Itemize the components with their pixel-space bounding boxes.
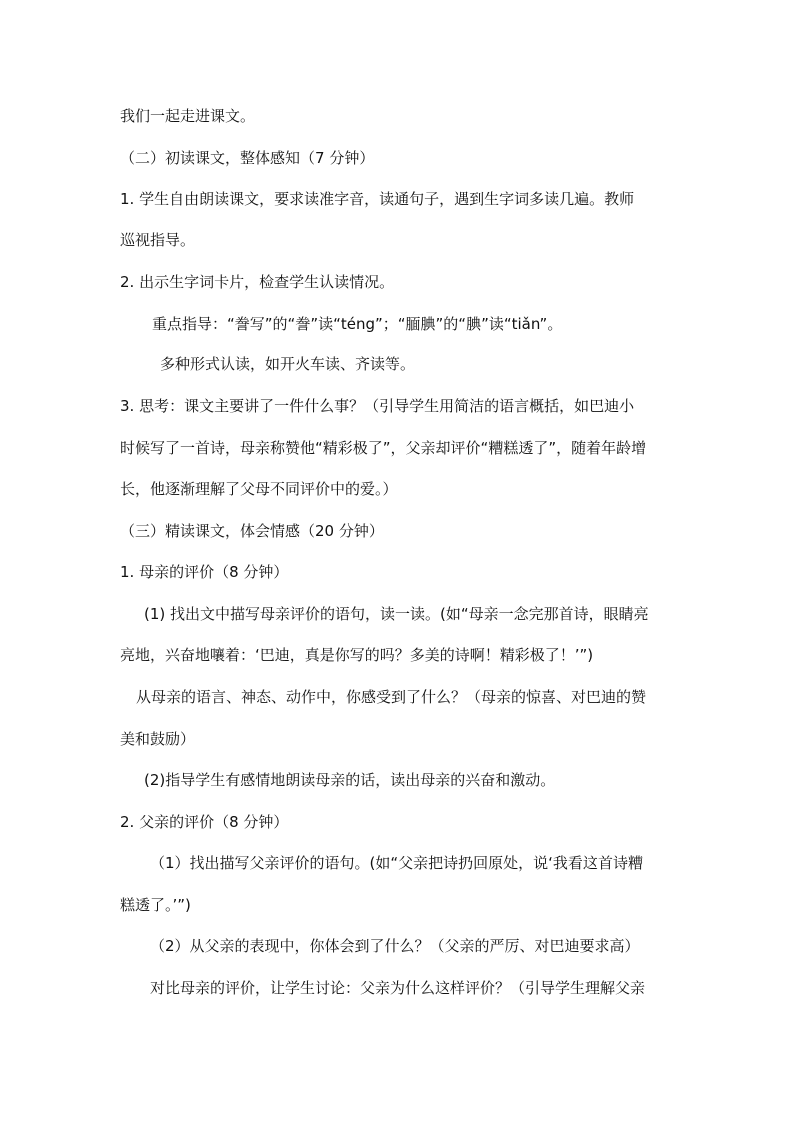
text-line-7: 多种形式认读，如开火车读、齐读等。: [160, 355, 416, 373]
text-line-22: 对比母亲的评价，让学生讨论：父亲为什么这样评价？（引导学生理解父亲: [150, 979, 646, 997]
text-line-1: 我们一起走进课文。: [120, 107, 256, 125]
subheading-father: 2. 父亲的评价（8 分钟）: [120, 813, 289, 831]
text-line-17: (2)指导学生有感情地朗读母亲的话，读出母亲的兴奋和激动。: [144, 771, 556, 789]
text-line-13: (1) 找出文中描写母亲评价的语句，读一读。(如“母亲一念完那首诗，眼睛亮: [144, 605, 649, 623]
text-line-20: 糕透了。’”): [120, 896, 191, 914]
text-line-15: 从母亲的语言、神态、动作中，你感受到了什么？（母亲的惊喜、对巴迪的赞: [136, 688, 647, 706]
text-line-10: 长，他逐渐理解了父母不同评价中的爱。）: [120, 480, 398, 498]
text-line-21: （2）从父亲的表现中，你体会到了什么？（父亲的严厉、对巴迪要求高）: [150, 937, 640, 955]
text-line-4: 巡视指导。: [120, 231, 196, 249]
subheading-mother: 1. 母亲的评价（8 分钟）: [120, 563, 289, 581]
text-line-16: 美和鼓励）: [120, 730, 196, 748]
section-heading-3: （三）精读课文，体会情感（20 分钟）: [120, 522, 384, 540]
text-line-8: 3. 思考：课文主要讲了一件什么事？（引导学生用简洁的语言概括，如巴迪小: [120, 397, 635, 415]
text-line-19: （1）找出描写父亲评价的语句。(如“父亲把诗扔回原处，说‘我看这首诗糟: [150, 854, 643, 872]
text-line-6: 重点指导：“誊写”的“誊”读“téng”；“腼腆”的“腆”读“tiǎn”。: [152, 315, 563, 333]
text-line-14: 亮地，兴奋地嚷着：‘巴迪，真是你写的吗？多美的诗啊！精彩极了！’”): [120, 646, 594, 664]
text-line-5: 2. 出示生字词卡片，检查学生认读情况。: [120, 273, 395, 291]
section-heading-2: （二）初读课文，整体感知（7 分钟）: [120, 149, 375, 167]
text-line-9: 时候写了一首诗，母亲称赞他“精彩极了”，父亲却评价“糟糕透了”，随着年龄增: [120, 439, 647, 457]
text-line-3: 1. 学生自由朗读课文，要求读准字音，读通句子，遇到生字词多读几遍。教师: [120, 190, 635, 208]
